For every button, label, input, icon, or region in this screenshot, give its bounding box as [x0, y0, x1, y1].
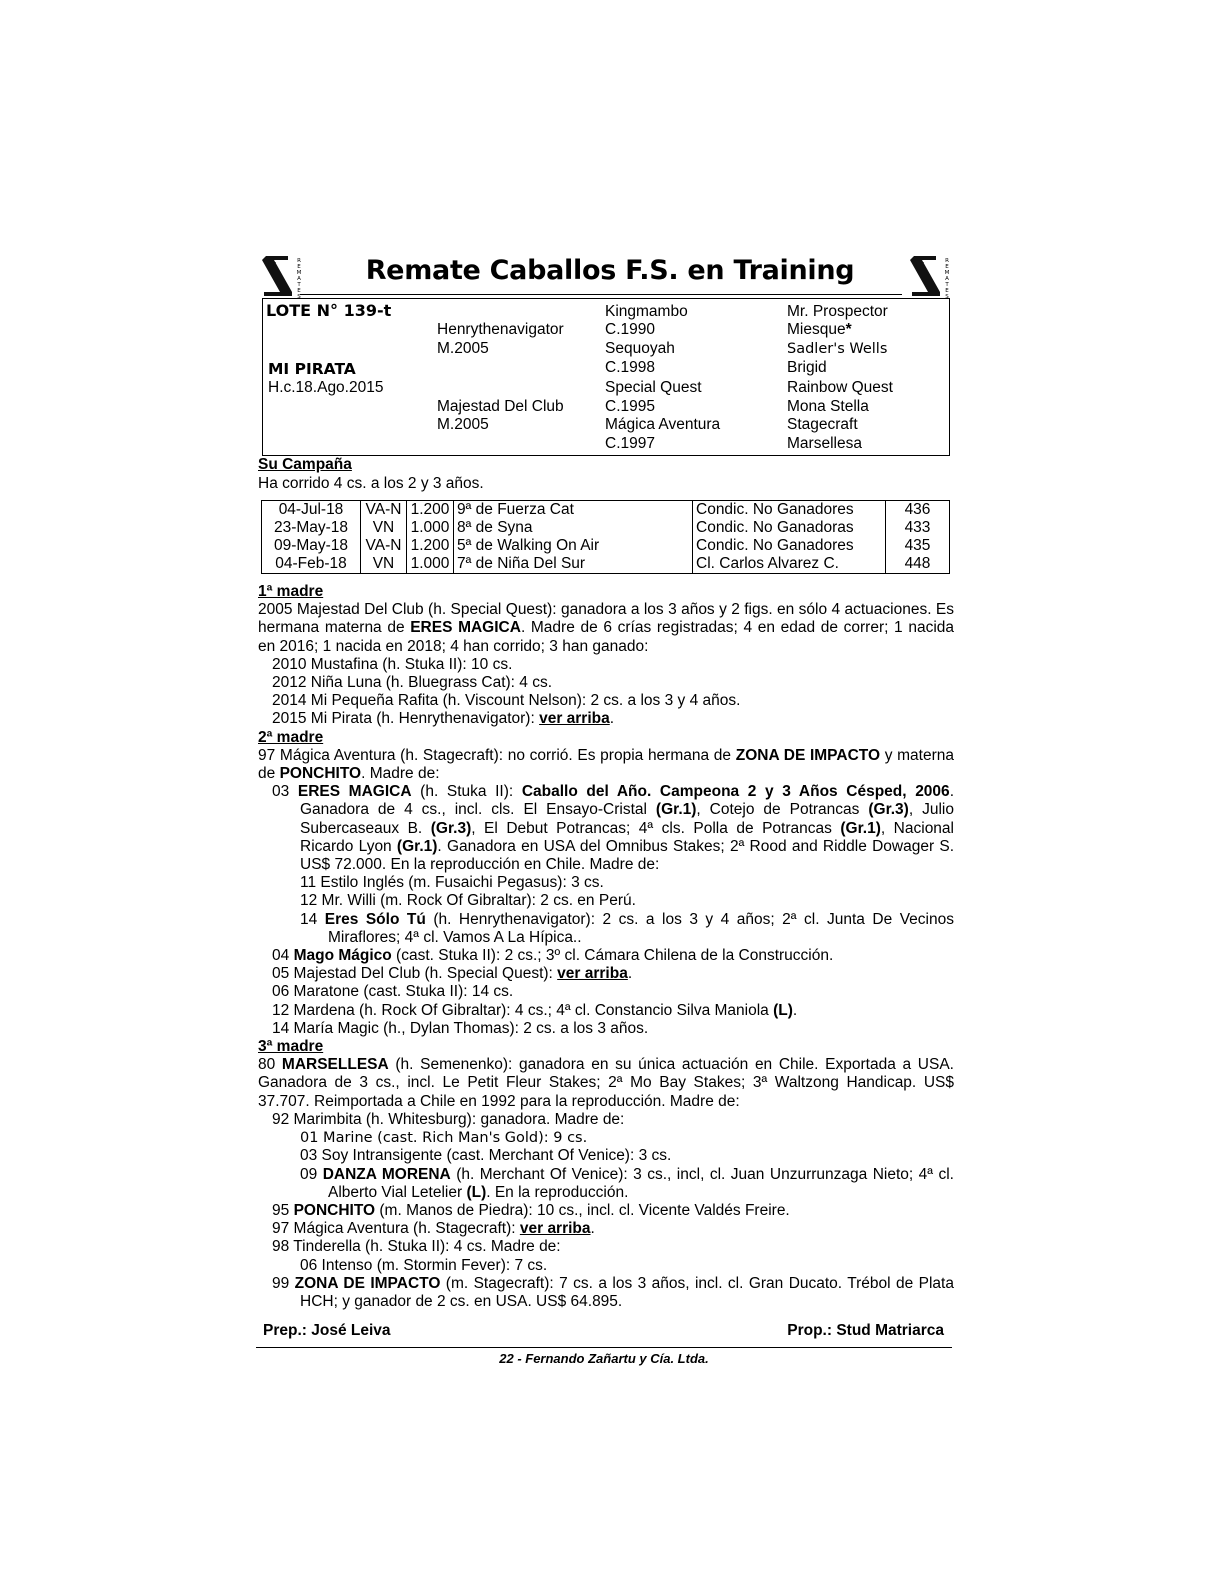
ancestor-1: Mr. Prospector: [787, 303, 888, 320]
remates-logo-right: [906, 254, 954, 298]
svg-text:T: T: [297, 282, 301, 288]
race-track: VN: [361, 519, 407, 537]
list-item: 99 ZONA DE IMPACTO (m. Stagecraft): 7 cs. a los 3 años, incl. cl. Gran Ducato. Trébol de Plata HCH; y ganador de 2 cs. en USA. US$ 64.895.: [272, 1274, 954, 1310]
pedigree-box: [262, 298, 950, 456]
list-item: 92 Marimbita (h. Whitesburg): ganadora. Madre de:: [272, 1110, 625, 1128]
svg-text:M: M: [296, 270, 302, 276]
list-item: 14 Eres Sólo Tú (h. Henrythenavigator): 2 cs. a los 3 y 4 años; 2ª cl. Junta De Vecinos Miraflores; 4ª cl. Vamos A La Hípica..: [300, 910, 954, 946]
title-rule: [300, 294, 902, 295]
ver-arriba-link[interactable]: ver arriba: [557, 965, 628, 983]
race-name: Condic. No Ganadores: [693, 501, 886, 520]
madre2-heading: 2ª madre: [258, 728, 324, 746]
race-date: 04-Jul-18: [278, 501, 344, 518]
list-item: 04 Mago Mágico (cast. Stuka II): 2 cs.; 3º cl. Cámara Chilena de la Construcción.: [272, 947, 834, 965]
horse-info: H.c.18.Ago.2015: [268, 379, 384, 396]
race-track: VA-N: [361, 501, 407, 520]
list-item: 01 Marine (cast. Rich Man's Gold): 9 cs.: [300, 1130, 588, 1147]
svg-text:E: E: [297, 264, 301, 270]
svg-text:R: R: [297, 258, 301, 264]
svg-text:M: M: [944, 270, 950, 276]
list-item: 97 Mágica Aventura (h. Stagecraft): ver arriba.: [272, 1220, 595, 1238]
list-item: 95 PONCHITO (m. Manos de Piedra): 10 cs., incl. cl. Vicente Valdés Freire.: [272, 1201, 790, 1219]
madre3-paragraph: 80 MARSELLESA (h. Semenenko): ganadora en su única actuación en Chile. Exportada a USA. Ganadora de 3 cs., incl. Le Petit Fleur Stakes; 2ª Mo Bay Stakes; 3ª Waltzong Handicap. US$ 37.707. Reimportada a Chile en 1992 para la reproducción. Madre de:: [258, 1056, 954, 1110]
granddam-paternal: Sequoyah: [605, 340, 675, 357]
list-item: 12 Mardena (h. Rock Of Gibraltar): 4 cs.; 4ª cl. Constancio Silva Maniola (L).: [272, 1001, 798, 1019]
sire-name: Henrythenavigator: [437, 321, 564, 338]
madre1-heading: 1ª madre: [258, 583, 324, 600]
race-weight: 436: [886, 501, 950, 520]
svg-text:A: A: [945, 276, 949, 282]
races-table: [261, 500, 950, 574]
svg-text:S: S: [945, 294, 949, 298]
madre1-paragraph: 2005 Majestad Del Club (h. Special Quest): ganadora a los 3 años y 2 figs. en sólo 4 actuaciones. Es hermana materna de ERES MAGICA. Madre de 6 crías registradas; 4 en edad de correr; 1 nacida en 2016; 1 nacida en 2018; 4 han corrido; 3 han ganado:: [258, 601, 955, 655]
race-weight: 448: [886, 555, 950, 574]
list-item: 09 DANZA MORENA (h. Merchant Of Venice): 3 cs., incl, cl. Juan Unzurrunzaga Nieto; 4ª cl. Alberto Vial Letelier (L). En la reproducción.: [300, 1165, 954, 1201]
horse-name: MI PIRATA: [268, 360, 356, 378]
table-row: [262, 519, 950, 537]
lote-number: LOTE N° 139-t: [266, 301, 392, 320]
race-place: 5ª de Walking On Air: [454, 537, 693, 555]
granddam-paternal-info: C.1998: [605, 359, 655, 376]
list-item: 2015 Mi Pirata (h. Henrythenavigator): ver arriba.: [272, 710, 615, 728]
grandsire-maternal-info: C.1995: [605, 398, 655, 415]
list-item: 03 Soy Intransigente (cast. Merchant Of Venice): 3 cs.: [300, 1147, 672, 1165]
propietario: Prop.: Stud Matriarca: [787, 1322, 944, 1339]
list-item: 2012 Niña Luna (h. Bluegrass Cat): 4 cs.: [272, 674, 553, 692]
list-item: 2014 Mi Pequeña Rafita (h. Viscount Nelson): 2 cs. a los 3 y 4 años.: [272, 692, 741, 710]
dam-info: M.2005: [437, 416, 489, 433]
madre2-paragraph: 97 Mágica Aventura (h. Stagecraft): no corrió. Es propia hermana de ZONA DE IMPACTO y materna de PONCHITO. Madre de:: [258, 746, 954, 783]
granddam-maternal-info: C.1997: [605, 435, 655, 452]
list-item: 06 Intenso (m. Stormin Fever): 7 cs.: [300, 1256, 548, 1274]
race-place: 8ª de Syna: [454, 519, 693, 537]
madre3-heading: 3ª madre: [258, 1038, 324, 1056]
race-name: Cl. Carlos Alvarez C.: [693, 555, 886, 574]
ver-arriba-link[interactable]: ver arriba: [539, 710, 610, 728]
race-date: 09-May-18: [273, 537, 349, 554]
svg-text:A: A: [297, 276, 301, 282]
granddam-maternal: Mágica Aventura: [605, 416, 721, 433]
race-track: VA-N: [361, 537, 407, 555]
dam-name: Majestad Del Club: [437, 398, 564, 415]
svg-text:T: T: [945, 282, 949, 288]
campaign-summary: Ha corrido 4 cs. a los 2 y 3 años.: [258, 475, 484, 492]
race-distance: 1.200: [407, 501, 454, 520]
table-row: [262, 501, 950, 520]
race-name: Condic. No Ganadores: [693, 537, 886, 555]
svg-text:E: E: [945, 264, 949, 270]
race-distance: 1.000: [407, 555, 454, 574]
race-weight: 435: [886, 537, 950, 555]
race-date: 23-May-18: [273, 519, 349, 536]
star-mark: *: [845, 321, 852, 338]
ancestor-6: Mona Stella: [787, 398, 869, 415]
grandsire-maternal: Special Quest: [605, 379, 702, 396]
svg-text:E: E: [945, 288, 949, 294]
ancestor-7: Stagecraft: [787, 416, 858, 433]
list-item: 2010 Mustafina (h. Stuka II): 10 cs.: [272, 655, 513, 673]
list-item: 03 ERES MAGICA (h. Stuka II): Caballo del Año. Campeona 2 y 3 Años Césped, 2006. Ganadora de 4 cs., incl. cls. El Ensayo-Cristal (Gr.1), Cotejo de Potrancas (Gr.3), Julio Subercaseaux B. (Gr.3), El Debut Potrancas; 4ª cls. Polla de Potrancas (Gr.1), Nacional Ricardo Lyon (Gr.1). Ganadora en USA del Omnibus Stakes; 2ª Rood and Riddle Dowager S. US$ 72.000. En la reproducción en Chile. Madre de:: [272, 783, 955, 874]
list-item: 11 Estilo Inglés (m. Fusaichi Pegasus): 3 cs.: [300, 874, 604, 892]
grandsire-paternal: Kingmambo: [605, 303, 688, 320]
list-item: 14 María Magic (h., Dylan Thomas): 2 cs. a los 3 años.: [272, 1019, 649, 1037]
ancestor-3: Sadler's Wells: [787, 341, 888, 357]
race-place: 7ª de Niña Del Sur: [454, 555, 693, 574]
list-item: 12 Mr. Willi (m. Rock Of Gibraltar): 2 cs. en Perú.: [300, 892, 636, 910]
ver-arriba-link[interactable]: ver arriba: [519, 1220, 591, 1238]
preparador: Prep.: José Leiva: [263, 1322, 391, 1339]
table-row: [262, 537, 950, 555]
ancestor-5: Rainbow Quest: [787, 379, 893, 396]
race-distance: 1.000: [407, 519, 454, 537]
svg-text:R: R: [945, 258, 949, 264]
remates-logo-left: [258, 254, 306, 298]
footer-rule: [256, 1347, 952, 1348]
family-section: [258, 583, 954, 1311]
race-weight: 433: [886, 519, 950, 537]
race-name: Condic. No Ganadoras: [693, 519, 886, 537]
race-place: 9ª de Fuerza Cat: [454, 501, 693, 520]
list-item: 05 Majestad Del Club (h. Special Quest): ver arriba.: [272, 965, 633, 983]
race-date: 04-Feb-18: [275, 555, 347, 572]
sire-info: M.2005: [437, 340, 489, 357]
svg-text:S: S: [297, 294, 301, 298]
ancestor-8: Marsellesa: [787, 435, 862, 452]
ancestor-2: Miesque*: [787, 321, 852, 338]
race-track: VN: [361, 555, 407, 574]
race-distance: 1.200: [407, 537, 454, 555]
ancestor-4: Brigid: [787, 359, 827, 376]
table-row: [262, 555, 950, 574]
list-item: 98 Tinderella (h. Stuka II): 4 cs. Madre de:: [272, 1238, 561, 1256]
list-item: 06 Maratone (cast. Stuka II): 14 cs.: [272, 983, 514, 1001]
page-title: Remate Caballos F.S. en Training: [365, 255, 855, 286]
grandsire-paternal-info: C.1990: [605, 321, 655, 338]
page-footer: 22 - Fernando Zañartu y Cía. Ltda.: [499, 1351, 709, 1366]
campaign-heading: Su Campaña: [258, 456, 352, 473]
svg-text:E: E: [297, 288, 301, 294]
